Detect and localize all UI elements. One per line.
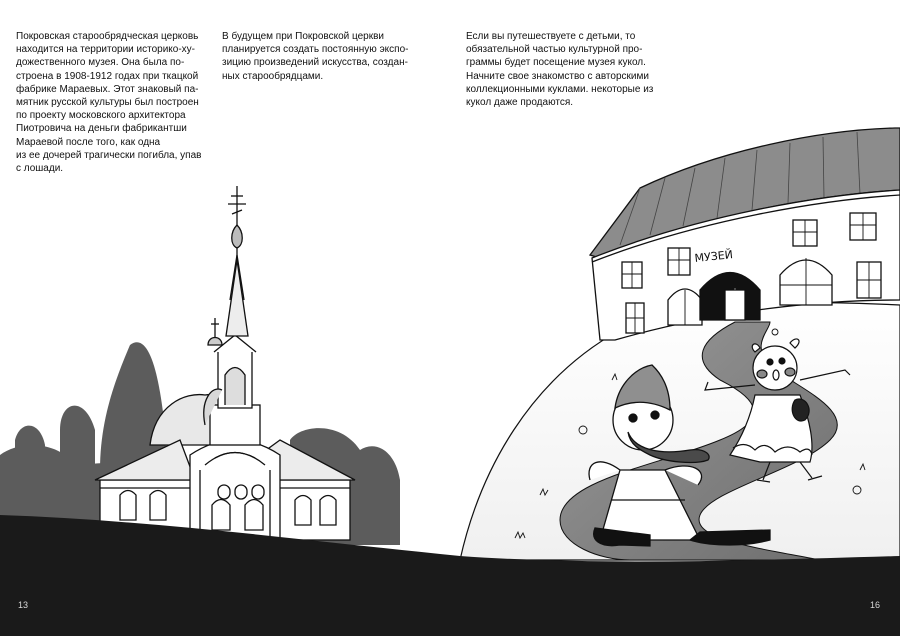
paragraph: Если вы путешествуете с детьми, то обязательной частью культурной про- граммы будет посещение музея кукол. Начните свое знакомство с авторскими коллекционными куклами. некоторые из кукол даже продаются. (466, 31, 654, 109)
museum-sign: МУЗЕЙ (693, 248, 734, 265)
paragraph: Покровская старообрядческая церковь находится на территории историко-ху- дожественного музея. Она была по- строена в 1908-1912 годах при ткацкой фабрике Мараевых. Этот знаковый па- мятник русской культуры был построен по проекту московского архитектора Пиотровича на деньги фабрикантши Мараевой после того, как одна из ее дочерей трагически погибла, упав с лошади. (16, 31, 202, 175)
page-number-left: 13 (18, 600, 29, 610)
page-number-right: 16 (870, 600, 881, 610)
paragraph: В будущем при Покровской церкви планируется создать постоянную экспо- зицию произведений искусства, создан- ных старообрядцами. (222, 31, 409, 82)
